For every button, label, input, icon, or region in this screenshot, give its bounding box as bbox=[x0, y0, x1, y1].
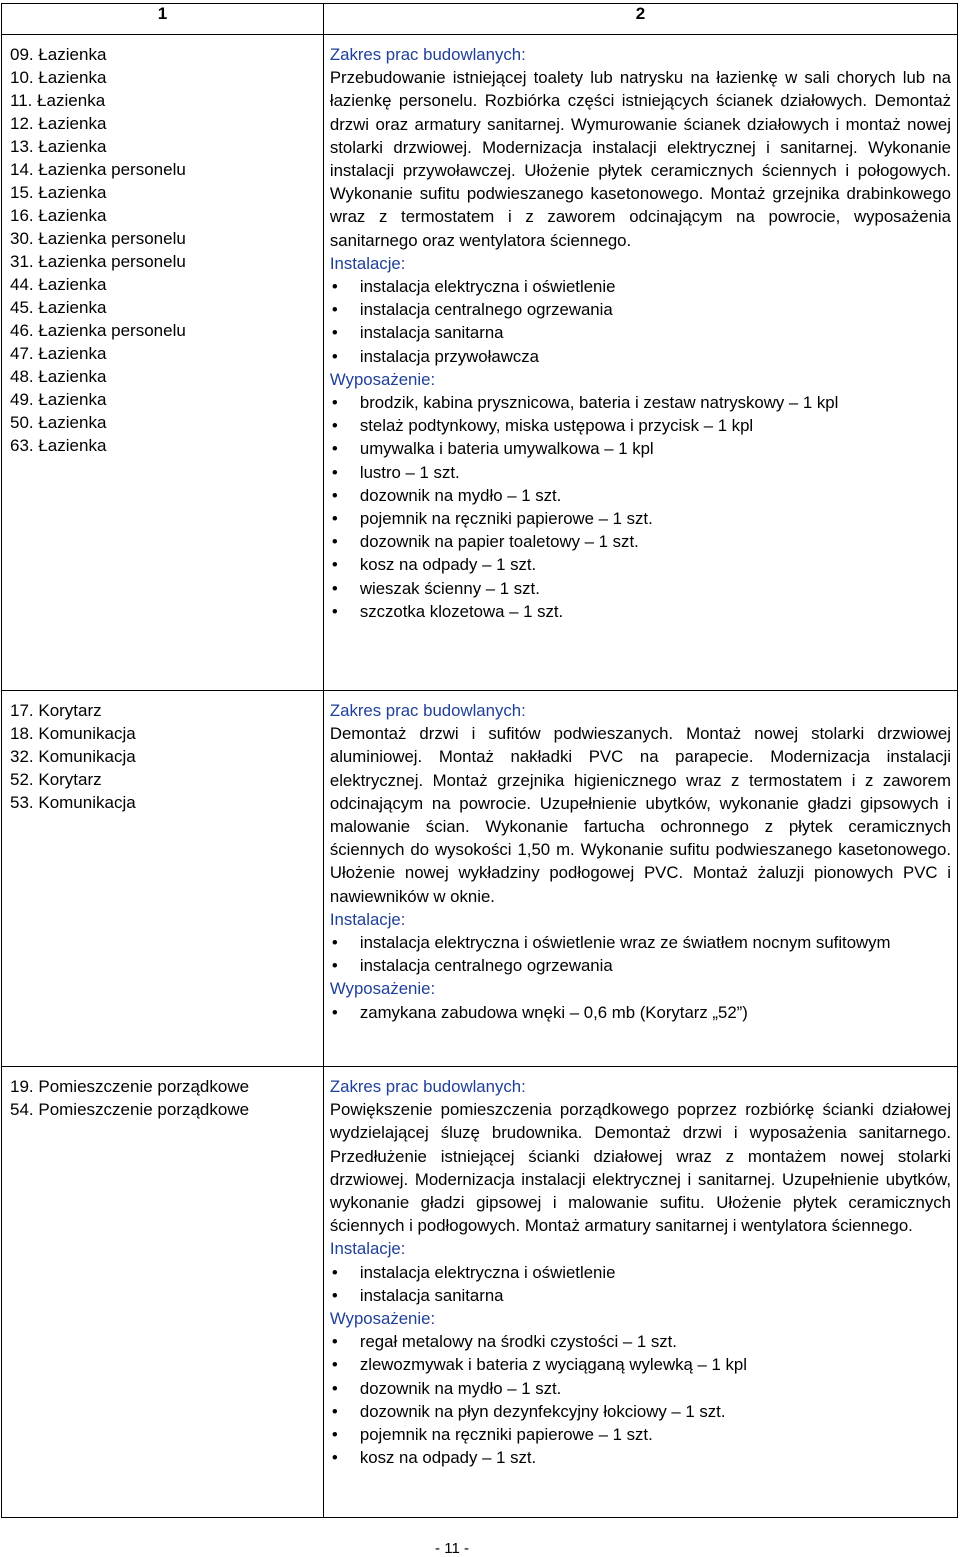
page-number: - 11 - bbox=[435, 1540, 469, 1557]
equipment-heading: Wyposażenie: bbox=[329, 1309, 436, 1329]
bullet-icon: • bbox=[331, 346, 338, 366]
installation-item: instalacja elektryczna i oświetlenie wraz ze światłem nocnym sufitowym bbox=[359, 933, 891, 953]
scope-text: Przebudowanie istniejącej toalety lub natrysku na łazienkę w sali chorych lub na łazienkę personelu. Rozbiórka części istniejących ścianek działowych. Demontaż drzwi oraz armatury sanitarnej. Wymurowanie ścianek działowych i montaż nowej stolarki drzwiowej. Modernizacja instalacji elektrycznej i sanitarnej. Wykonanie instalacji przywoławczej. Ułożenie płytek ceramicznych ściennych i połogowych. Wykonanie sufitu podwieszanego kasetonowego. Montaż grzejnika drabinkowego wraz z termostatem i z zaworem odcinającym na powrocie, wyposażenia sanitarnego oraz wentylatora ściennego. bbox=[329, 68, 951, 250]
scope-text: Demontaż drzwi i sufitów podwieszanych. Montaż nowej stolarki drzwiowej aluminiowej. Montaż nakładki PVC na parapecie. Modernizacja instalacji elektrycznej. Montaż grzejnika higienicznego wraz z termostatem i z zaworem odcinającym na powrocie. Uzupełnienie ubytków, wykonanie gładzi gipsowych i malowanie ścian. Wykonanie fartucha ochronnego z płytek ceramicznych ściennych do wysokości 1,50 m. Wykonanie sufitu podwieszanego kasetonowego. Ułożenie nowej wykładziny podłogowej PVC. Montaż żaluzji pionowych PVC i nawiewników w oknie. bbox=[329, 724, 951, 906]
room-name: 19. Pomieszczenie porządkowe bbox=[10, 1077, 250, 1096]
installation-item: instalacja sanitarna bbox=[359, 323, 504, 343]
installations-heading: Instalacje: bbox=[329, 909, 406, 929]
room-name: 44. Łazienka bbox=[10, 275, 107, 294]
equipment-list bbox=[330, 1001, 951, 1024]
room-name: 09. Łazienka bbox=[10, 45, 107, 64]
equipment-heading: Wyposażenie: bbox=[329, 979, 436, 999]
list-item bbox=[330, 1423, 951, 1446]
room-name: 63. Łazienka bbox=[10, 436, 107, 455]
list-item bbox=[330, 931, 951, 954]
bullet-icon: • bbox=[331, 1378, 338, 1398]
list-item bbox=[330, 1400, 951, 1423]
list-item bbox=[330, 275, 951, 298]
table-row bbox=[2, 35, 958, 691]
bullet-icon: • bbox=[331, 1355, 338, 1375]
bullet-icon: • bbox=[331, 956, 338, 976]
room-name: 52. Korytarz bbox=[10, 770, 102, 789]
bullet-icon: • bbox=[331, 300, 338, 320]
installation-item: instalacja przywoławcza bbox=[359, 346, 539, 366]
equipment-item: dozownik na mydło – 1 szt. bbox=[359, 485, 562, 505]
room-name: 48. Łazienka bbox=[10, 367, 107, 386]
scope-heading: Zakres prac budowlanych: bbox=[329, 45, 526, 64]
room-name: 16. Łazienka bbox=[10, 206, 107, 225]
list-item bbox=[330, 298, 951, 321]
bullet-icon: • bbox=[331, 1425, 338, 1445]
installations-heading: Instalacje: bbox=[329, 1239, 406, 1259]
installation-item: instalacja centralnego ogrzewania bbox=[359, 956, 613, 976]
bullet-icon: • bbox=[331, 1448, 338, 1468]
bullet-icon: • bbox=[331, 532, 338, 552]
equipment-item: dozownik na papier toaletowy – 1 szt. bbox=[359, 532, 639, 552]
list-item bbox=[330, 391, 951, 414]
room-name: 14. Łazienka personelu bbox=[10, 160, 186, 179]
room-name: 15. Łazienka bbox=[10, 183, 107, 202]
bullet-icon: • bbox=[331, 1262, 338, 1282]
equipment-item: zlewozmywak i bateria z wyciąganą wylewką – 1 kpl bbox=[359, 1355, 747, 1375]
room-name: 49. Łazienka bbox=[10, 390, 107, 409]
equipment-item: kosz na odpady – 1 szt. bbox=[359, 1448, 537, 1468]
equipment-item: regał metalowy na środki czystości – 1 szt. bbox=[359, 1332, 677, 1352]
header-row bbox=[2, 4, 958, 35]
equipment-item: dozownik na mydło – 1 szt. bbox=[359, 1378, 562, 1398]
bullet-icon: • bbox=[331, 323, 338, 343]
column-header-2: 2 bbox=[323, 4, 957, 35]
equipment-heading: Wyposażenie: bbox=[329, 369, 436, 389]
room-name: 31. Łazienka personelu bbox=[10, 252, 186, 271]
list-item bbox=[330, 1353, 951, 1376]
bullet-icon: • bbox=[331, 1332, 338, 1352]
room-name: 11. Łazienka bbox=[10, 91, 106, 110]
room-name: 54. Pomieszczenie porządkowe bbox=[10, 1100, 250, 1119]
room-name: 50. Łazienka bbox=[10, 413, 107, 432]
equipment-list bbox=[330, 1330, 951, 1469]
list-item bbox=[330, 1377, 951, 1400]
bullet-icon: • bbox=[331, 277, 338, 297]
room-list-cell bbox=[2, 1067, 324, 1518]
bullet-icon: • bbox=[331, 509, 338, 529]
scope-heading: Zakres prac budowlanych: bbox=[329, 1077, 526, 1096]
table-row bbox=[2, 691, 958, 1067]
scope-heading: Zakres prac budowlanych: bbox=[329, 701, 526, 720]
list-item bbox=[330, 530, 951, 553]
installations-list bbox=[330, 1261, 951, 1307]
equipment-item: kosz na odpady – 1 szt. bbox=[359, 555, 537, 575]
specification-table bbox=[1, 3, 958, 1518]
installations-heading: Instalacje: bbox=[329, 253, 406, 273]
list-item bbox=[330, 507, 951, 530]
equipment-item: dozownik na płyn dezynfekcyjny łokciowy – 1 szt. bbox=[359, 1401, 726, 1421]
installations-list bbox=[330, 275, 951, 368]
bullet-icon: • bbox=[331, 578, 338, 598]
room-name: 30. Łazienka personelu bbox=[10, 229, 186, 248]
room-name: 17. Korytarz bbox=[10, 701, 102, 720]
list-item bbox=[330, 1446, 951, 1469]
work-description-cell bbox=[323, 1067, 957, 1518]
equipment-item: szczotka klozetowa – 1 szt. bbox=[359, 601, 564, 621]
room-name: 53. Komunikacja bbox=[10, 793, 136, 812]
column-header-1: 1 bbox=[2, 4, 324, 35]
equipment-item: brodzik, kabina prysznicowa, bateria i zestaw natryskowy – 1 kpl bbox=[359, 393, 839, 413]
bullet-icon: • bbox=[331, 933, 338, 953]
equipment-item: wieszak ścienny – 1 szt. bbox=[359, 578, 540, 598]
bullet-icon: • bbox=[331, 1401, 338, 1421]
list-item bbox=[330, 321, 951, 344]
list-item bbox=[330, 484, 951, 507]
room-list-cell bbox=[2, 691, 324, 1067]
scope-text: Powiększenie pomieszczenia porządkowego poprzez rozbiórkę ścianki działowej wydzielającej śluzę brudownika. Demontaż drzwi i wyposażenia sanitarnego. Przedłużenie istniejącej ścianki działowej wraz z montażem nowej stolarki drzwiowej. Modernizacja instalacji elektrycznej i sanitarnej. Uzupełnienie ubytków, wykonanie gładzi gipsowej i malowanie sufitu. Ułożenie płytek ceramicznych ściennych i podłogowych. Montaż armatury sanitarnej i wentylatora ściennego. bbox=[329, 1100, 951, 1236]
equipment-item: stelaż podtynkowy, miska ustępowa i przycisk – 1 kpl bbox=[359, 416, 754, 436]
room-name: 10. Łazienka bbox=[10, 68, 107, 87]
equipment-list bbox=[330, 391, 951, 623]
bullet-icon: • bbox=[331, 393, 338, 413]
bullet-icon: • bbox=[331, 1285, 338, 1305]
room-name: 47. Łazienka bbox=[10, 344, 107, 363]
list-item bbox=[330, 1284, 951, 1307]
room-name: 13. Łazienka bbox=[10, 137, 107, 156]
work-description-cell bbox=[323, 691, 957, 1067]
room-list-cell bbox=[2, 35, 324, 691]
room-name: 12. Łazienka bbox=[10, 114, 107, 133]
table-row bbox=[2, 1067, 958, 1518]
work-description-cell bbox=[323, 35, 957, 691]
room-name: 18. Komunikacja bbox=[10, 724, 136, 743]
equipment-item: pojemnik na ręczniki papierowe – 1 szt. bbox=[359, 509, 653, 529]
installations-list bbox=[330, 931, 951, 977]
equipment-item: pojemnik na ręczniki papierowe – 1 szt. bbox=[359, 1425, 653, 1445]
equipment-item: zamykana zabudowa wnęki – 0,6 mb (Korytarz „52”) bbox=[359, 1002, 748, 1022]
list-item bbox=[330, 1261, 951, 1284]
bullet-icon: • bbox=[331, 462, 338, 482]
list-item bbox=[330, 553, 951, 576]
list-item bbox=[330, 954, 951, 977]
list-item bbox=[330, 1330, 951, 1353]
list-item bbox=[330, 437, 951, 460]
equipment-item: umywalka i bateria umywalkowa – 1 kpl bbox=[359, 439, 654, 459]
list-item bbox=[330, 461, 951, 484]
installation-item: instalacja sanitarna bbox=[359, 1285, 504, 1305]
bullet-icon: • bbox=[331, 416, 338, 436]
list-item bbox=[330, 577, 951, 600]
room-name: 45. Łazienka bbox=[10, 298, 107, 317]
bullet-icon: • bbox=[331, 601, 338, 621]
installation-item: instalacja elektryczna i oświetlenie bbox=[359, 1262, 616, 1282]
list-item bbox=[330, 414, 951, 437]
list-item bbox=[330, 1001, 951, 1024]
equipment-item: lustro – 1 szt. bbox=[359, 462, 460, 482]
bullet-icon: • bbox=[331, 485, 338, 505]
room-name: 32. Komunikacja bbox=[10, 747, 136, 766]
bullet-icon: • bbox=[331, 555, 338, 575]
room-name: 46. Łazienka personelu bbox=[10, 321, 186, 340]
installation-item: instalacja centralnego ogrzewania bbox=[359, 300, 613, 320]
bullet-icon: • bbox=[331, 1002, 338, 1022]
bullet-icon: • bbox=[331, 439, 338, 459]
installation-item: instalacja elektryczna i oświetlenie bbox=[359, 277, 616, 297]
list-item bbox=[330, 600, 951, 623]
list-item bbox=[330, 345, 951, 368]
